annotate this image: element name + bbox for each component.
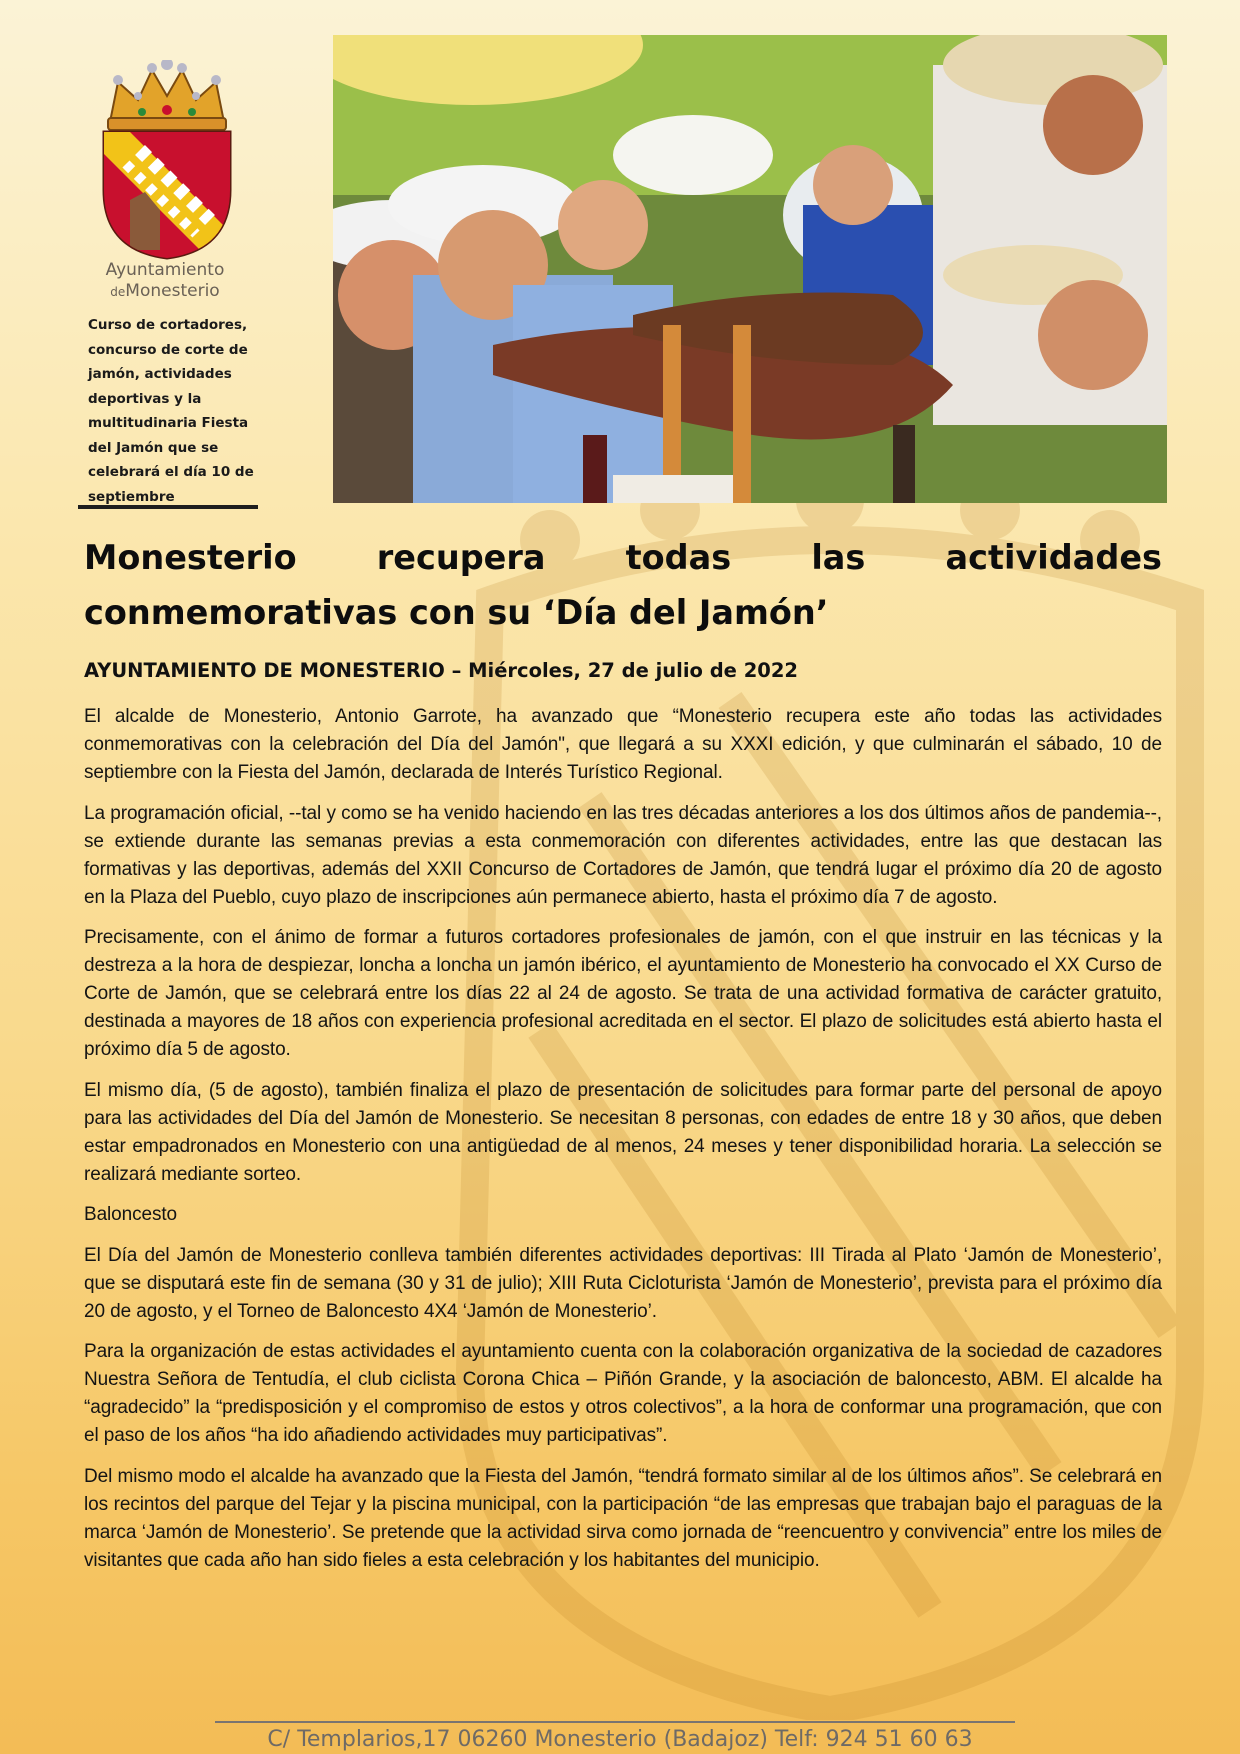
festival-photo <box>333 35 1167 503</box>
article-paragraph: Para la organización de estas actividades el ayuntamiento cuenta con la colaboración organizativa de la sociedad de cazadores Nuestra Señora de Tentudía, el club ciclista Corona Chica – Piñón Grande, y la asociación de baloncesto, ABM. El alcalde ha “agradecido” la “predisposición y el compromiso de estos y otros colectivos”, a la hora de conformar una programación, que con el paso de los años “ha ido añadiendo actividades muy participativas”. <box>84 1341 1162 1446</box>
article-paragraph: Del mismo modo el alcalde ha avanzado que la Fiesta del Jamón, “tendrá formato similar al de los últimos años”. Se celebrará en los recintos del parque del Tejar y la piscina municipal, con la participación “de las empresas que trabajan bajo el paraguas de la marca ‘Jamón de Monesterio’. Se pretende que la actividad sirva como jornada de “reencuentro y convivencia” entre los miles de visitantes que cada año han sido fieles a esta celebración y los habitantes del municipio. <box>84 1465 1162 1571</box>
organization-name-de: de <box>110 285 126 299</box>
coat-of-arms-logo <box>90 60 244 260</box>
caption-divider <box>78 505 258 509</box>
organization-name <box>70 260 260 303</box>
dateline: AYUNTAMIENTO DE MONESTERIO – Miércoles, 27 de julio de 2022 <box>84 659 798 682</box>
organization-name-line2: Monesterio <box>125 281 220 301</box>
headline: Monesterio recupera todas las actividades conmemorativas con su ‘Día del Jamón’ <box>84 538 1162 632</box>
article-paragraph: El alcalde de Monesterio, Antonio Garrote, ha avanzado que “Monesterio recupera este año todas las actividades conmemorativas con la celebración del Día del Jamón", que llegará a su XXXI edición, y que culminarán el sábado, 10 de septiembre con la Fiesta del Jamón, declarada de Interés Turístico Regional. <box>84 706 1162 783</box>
footer-divider <box>215 1721 1015 1723</box>
article-paragraph: El Día del Jamón de Monesterio conlleva también diferentes actividades deportivas: III Tirada al Plato ‘Jamón de Monesterio’, que se disputará este fin de semana (30 y 31 de julio); XIII Ruta Cicloturista ‘Jamón de Monesterio’, prevista para el próximo día 20 de agosto, y el Torneo de Baloncesto 4X4 ‘Jamón de Monesterio’. <box>84 1244 1162 1322</box>
article-body <box>84 703 1162 1587</box>
photo-caption: Curso de cortadores, concurso de corte de jamón, actividades deportivas y la multitudinaria Fiesta del Jamón que se celebrará el día 10 de septiembre <box>88 317 254 505</box>
section-subheading: Baloncesto <box>84 1204 178 1225</box>
organization-name-line1: Ayuntamiento <box>105 260 225 280</box>
article-paragraph: El mismo día, (5 de agosto), también finaliza el plazo de presentación de solicitudes para formar parte del personal de apoyo para las actividades del Día del Jamón de Monesterio. Se necesitan 8 personas, con edades de entre 18 y 30 años, que deben estar empadronados en Monesterio con una antigüedad de al menos, 24 meses y tener disponibilidad horaria. La selección se realizará mediante sorteo. <box>84 1079 1162 1185</box>
footer-address: C/ Templarios,17 06260 Monesterio (Badajoz) Telf: 924 51 60 63 <box>267 1727 973 1752</box>
article-paragraph: La programación oficial, --tal y como se ha venido haciendo en las tres décadas anteriores a los dos últimos años de pandemia--, se extiende durante las semanas previas a esta conmemoración con diferentes actividades, entre las que destacan las formativas y las deportivas, además del XXII Concurso de Cortadores de Jamón, que tendrá lugar el próximo día 20 de agosto en la Plaza del Pueblo, cuyo plazo de inscripciones aún permanece abierto, hasta el próximo día 7 de agosto. <box>84 802 1162 908</box>
article-paragraph: Precisamente, con el ánimo de formar a futuros cortadores profesionales de jamón, con el que instruir en las técnicas y la destreza a la hora de despiezar, loncha a loncha un jamón ibérico, el ayuntamiento de Monesterio ha convocado el XX Curso de Corte de Jamón, que se celebrará entre los días 22 al 24 de agosto. Se trata de una actividad formativa de carácter gratuito, destinada a mayores de 18 años con experiencia profesional acreditada en el sector. El plazo de solicitudes está abierto hasta el próximo día 5 de agosto. <box>84 927 1162 1060</box>
